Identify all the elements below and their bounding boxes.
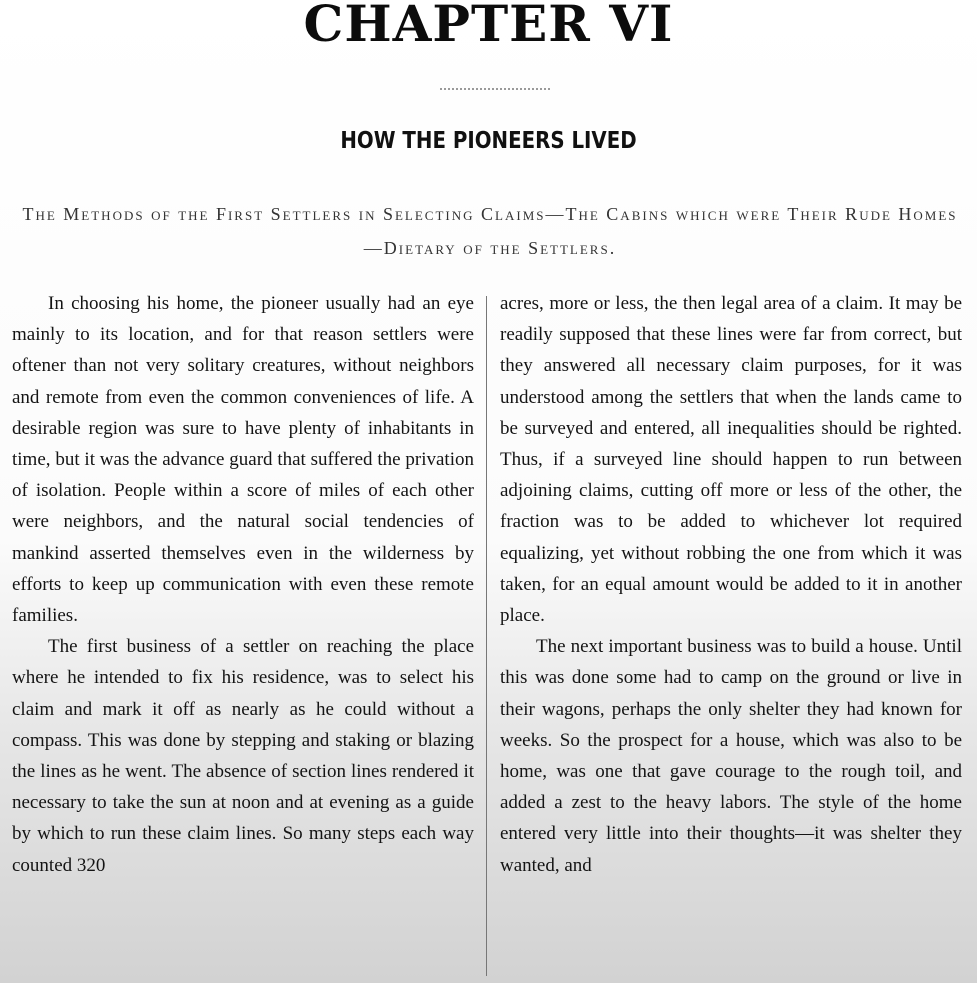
paragraph: acres, more or less, the then legal area of a claim. It may be readily supposed that these lines were far from correct, but they answered all necessary claim purposes, for it was understood among the settlers that when the lands came to be surveyed and entered, all inequalities should be righted. Thus, if a surveyed line should happen to run between adjoining claims, cutting off more or less of the other, the fraction was to be added to whichever lot required equalizing, yet without robbing the one from which it was taken, for an equal amount would be added to it in another place. [500,293,962,627]
chapter-summary: The Methods of the First Settlers in Selecting Claims—The Cabins which were Their Rude Homes—Dietary of the Settlers. [22,204,958,258]
ornament-divider [440,88,550,92]
column-divider [486,296,487,976]
paragraph: The first business of a settler on reaching the place where he intended to fix his residence, was to select his claim and mark it off as nearly as he could without a compass. This was done by stepping and staking or blazing the lines as he went. The absence of section lines rendered it necessary to take the sun at noon and at evening as a guide by which to run these claim lines. So many steps each way counted 320 [12,636,474,876]
paragraph: The next important business was to build a house. Until this was done some had to camp on the ground or live in their wagons, perhaps the only shelter they had known for weeks. So the prospect for a house, which was also to be home, was one that gave courage to the rough toil, and added a zest to the heavy labors. The style of the home entered very little into their thoughts—it was shelter they wanted, and [500,636,962,876]
left-column [12,288,474,881]
section-heading: HOW THE PIONEERS LIVED [340,128,637,154]
paragraph: In choosing his home, the pioneer usually had an eye mainly to its location, and for that reason settlers were oftener than not very solitary creatures, without neighbors and remote from even the common conveniences of life. A desirable region was sure to have plenty of inhabitants in time, but it was the advance guard that suffered the privation of isolation. People within a score of miles of each other were neighbors, and the natural social tendencies of mankind asserted themselves even in the wilderness by efforts to keep up communication with even these remote families. [12,293,474,627]
right-column [500,288,962,881]
chapter-title: CHAPTER VI [303,0,674,53]
